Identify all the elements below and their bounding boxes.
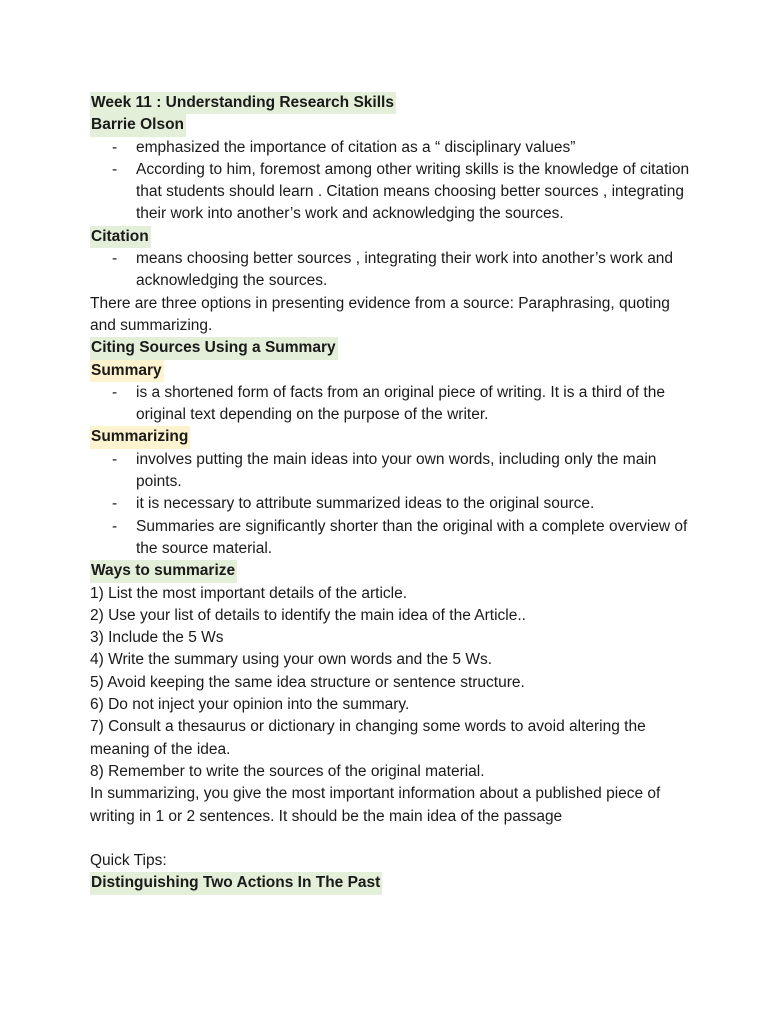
bullet-text: According to him, foremost among other writing skills is the knowledge of citation that students should learn . Citation means choosing better sources , integrating their work into another’s work and acknowledging the sources. — [136, 160, 690, 223]
bullet-text: is a shortened form of facts from an original piece of writing. It is a third of the original text depending on the purpose of the writer. — [136, 383, 665, 424]
bullet-dash: - — [112, 495, 118, 513]
quick-tips-label: Quick Tips: — [90, 852, 167, 870]
bullet-dash: - — [112, 450, 118, 468]
numbered-step: 8) Remember to write the sources of the original material. — [90, 762, 485, 780]
blank-line — [90, 828, 690, 850]
list-item — [90, 137, 690, 159]
list-item — [90, 159, 690, 226]
numbered-step: 6) Do not inject your opinion into the summary. — [90, 696, 410, 714]
bullet-dash: - — [112, 250, 118, 268]
section-heading-citing-summary: Citing Sources Using a Summary — [90, 337, 338, 359]
bullet-text: emphasized the importance of citation as a “ disciplinary values” — [136, 138, 576, 156]
section-heading-barrie-olson: Barrie Olson — [90, 114, 186, 136]
bullet-text: it is necessary to attribute summarized ideas to the original source. — [136, 495, 595, 513]
numbered-step: 5) Avoid keeping the same idea structure or sentence structure. — [90, 673, 525, 691]
list-item — [90, 516, 690, 561]
section-heading-ways-to-summarize: Ways to summarize — [90, 560, 237, 582]
list-item — [90, 382, 690, 427]
document-page — [90, 92, 690, 895]
bullet-text: involves putting the main ideas into your own words, including only the main points. — [136, 450, 657, 491]
citation-paragraph: There are three options in presenting evidence from a source: Paraphrasing, quoting and summarizing. — [90, 294, 670, 334]
section-heading-summary: Summary — [90, 360, 164, 382]
citation-bullet-list — [90, 248, 690, 293]
bullet-dash: - — [112, 138, 118, 156]
section-heading-summarizing: Summarizing — [90, 426, 190, 448]
section-heading-citation: Citation — [90, 226, 151, 248]
summary-bullet-list — [90, 382, 690, 427]
bullet-dash: - — [112, 160, 118, 178]
numbered-step: 7) Consult a thesaurus or dictionary in changing some words to avoid altering the meaning of the idea. — [90, 718, 646, 758]
bullet-text: Summaries are significantly shorter than the original with a complete overview of the source material. — [136, 517, 688, 557]
section-heading-distinguishing-actions: Distinguishing Two Actions In The Past — [90, 872, 382, 894]
bullet-dash: - — [112, 517, 118, 535]
numbered-step: 4) Write the summary using your own words and the 5 Ws. — [90, 651, 493, 669]
summary-closing-paragraph: In summarizing, you give the most important information about a published piece of writing in 1 or 2 sentences. It should be the main idea of the passage — [90, 785, 661, 825]
document-title: Week 11 : Understanding Research Skills — [90, 92, 396, 114]
list-item — [90, 248, 690, 293]
summarizing-bullet-list — [90, 449, 690, 560]
olson-bullet-list — [90, 137, 690, 226]
list-item — [90, 449, 690, 494]
numbered-step: 3) Include the 5 Ws — [90, 629, 224, 647]
numbered-step: 2) Use your list of details to identify the main idea of the Article.. — [90, 606, 526, 624]
bullet-dash: - — [112, 383, 118, 401]
numbered-step: 1) List the most important details of the article. — [90, 584, 408, 602]
bullet-text: means choosing better sources , integrating their work into another’s work and acknowledging the sources. — [136, 250, 674, 290]
list-item — [90, 493, 690, 515]
